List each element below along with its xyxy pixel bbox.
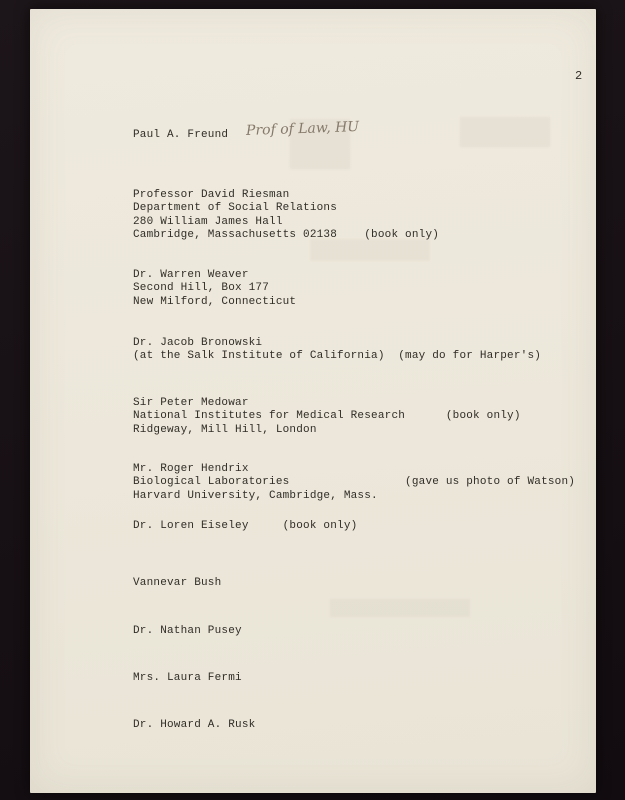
text-line: New Milford, Connecticut	[133, 295, 297, 308]
text-line: Cambridge, Massachusetts 02138 (book only)	[133, 229, 440, 242]
page-number: 2	[575, 69, 583, 83]
paper-smudge	[330, 599, 470, 617]
text-line: Biological Laboratories (gave us photo of Watson)	[133, 476, 576, 489]
text-line: Mr. Roger Hendrix	[133, 463, 249, 475]
address-block-bronowski	[133, 337, 541, 364]
address-block-fermi	[133, 672, 242, 685]
text-line: Sir Peter Medowar	[133, 397, 249, 409]
text-line: Dr. Howard A. Rusk	[133, 719, 256, 731]
address-block-weaver	[133, 269, 296, 309]
text-line: Harvard University, Cambridge, Mass.	[133, 489, 378, 502]
address-block-riesman	[133, 189, 439, 243]
handwritten-note: Prof of Law, HU	[245, 119, 360, 139]
text-line: Professor David Riesman	[133, 189, 290, 201]
address-block-hendrix	[133, 463, 575, 503]
text-line: Paul A. Freund	[133, 129, 229, 141]
address-block-freund	[133, 129, 228, 142]
text-line: Vannevar Bush	[133, 577, 222, 589]
text-line: (at the Salk Institute of California) (may do for Harper's)	[133, 350, 542, 363]
text-line: Second Hill, Box 177	[133, 282, 270, 295]
text-line: Mrs. Laura Fermi	[133, 672, 242, 684]
address-block-rusk	[133, 719, 255, 732]
paper-smudge	[460, 117, 550, 147]
document-page	[30, 9, 596, 793]
address-block-pusey	[133, 625, 242, 638]
text-line: 280 William James Hall	[133, 215, 283, 228]
address-block-bush	[133, 577, 221, 590]
text-line: National Institutes for Medical Research (book only)	[133, 410, 521, 423]
text-line: Dr. Warren Weaver	[133, 269, 249, 281]
text-line: Department of Social Relations	[133, 202, 338, 215]
address-block-eiseley	[133, 520, 357, 533]
text-line: Dr. Loren Eiseley (book only)	[133, 520, 358, 532]
address-block-medowar	[133, 397, 521, 437]
text-line: Dr. Nathan Pusey	[133, 625, 242, 637]
text-line: Dr. Jacob Bronowski	[133, 337, 263, 349]
text-line: Ridgeway, Mill Hill, London	[133, 423, 317, 436]
